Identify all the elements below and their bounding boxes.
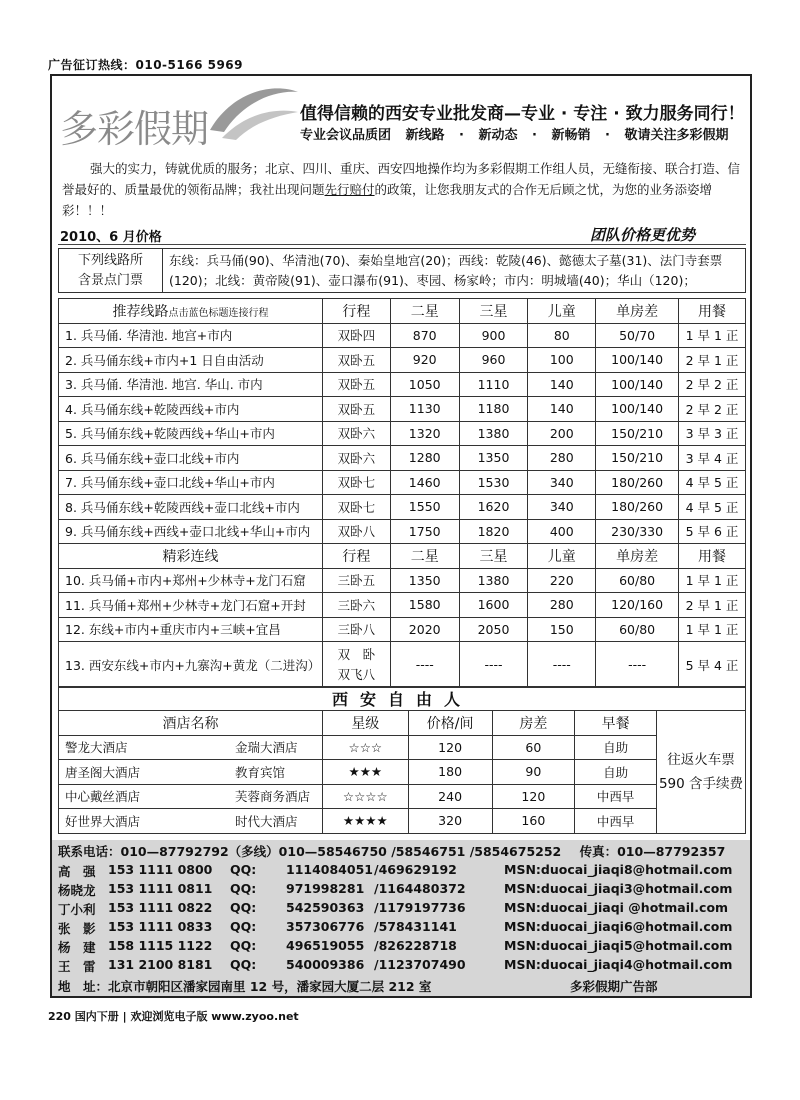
contact-name: 丁小利: [58, 902, 96, 917]
route-cell: 1580: [390, 593, 459, 618]
route-cell: 230/330: [596, 519, 679, 544]
advantage-tag: 团队价格更优势: [590, 226, 696, 244]
route-cell: 120/160: [596, 593, 679, 618]
contact-mobile: 131 2100 8181: [108, 957, 213, 972]
hotel-name: 中心戴丝酒店: [65, 789, 141, 805]
route-name: 3. 兵马俑. 华清池. 地宫. 华山. 市内: [59, 372, 323, 397]
route-cell: 双卧五: [322, 348, 390, 373]
route-cell: 340: [528, 470, 596, 495]
route-row: [59, 348, 746, 373]
column-header: 单房差: [596, 299, 679, 324]
route-cell: 200: [528, 421, 596, 446]
route-cell: 4 早 5 正: [679, 495, 746, 520]
contact-name: 杨 建: [58, 940, 96, 955]
column-header: 房差: [492, 711, 575, 736]
route-cell: 双卧七: [322, 495, 390, 520]
link-header: [59, 544, 746, 569]
ad-dept: 多彩假期广告部: [570, 979, 658, 994]
qq-number: 1114084051: [286, 862, 373, 877]
route-cell: 1 早 1 正: [679, 568, 746, 593]
intro-underlined: 先行赔付: [324, 182, 375, 197]
qq-number: 496519055: [286, 938, 365, 953]
hotel-name: 芙蓉商务酒店: [235, 789, 311, 805]
hotel-row: [59, 784, 746, 809]
route-cell: 870: [390, 323, 459, 348]
route-cell: 1180: [459, 397, 528, 422]
price-date: 2010、6 月价格: [60, 230, 162, 245]
route-cell: 双卧七: [322, 470, 390, 495]
route-cell: 1130: [390, 397, 459, 422]
contact-mobile: 153 1111 0822: [108, 900, 213, 915]
qq-number-2: /578431141: [374, 919, 457, 934]
route-cell: 900: [459, 323, 528, 348]
header-title-text: 推荐线路: [112, 303, 169, 320]
ad-hotline: 广告征订热线：010-5166 5969: [48, 58, 244, 72]
qq-label: QQ:: [230, 900, 257, 915]
route-cell: 920: [390, 348, 459, 373]
route-row: [59, 446, 746, 471]
route-name: 4. 兵马俑东线+乾陵西线+市内: [59, 397, 323, 422]
contact-name: 王 雷: [58, 959, 96, 974]
hotel-room-diff: 120: [492, 784, 575, 809]
route-cell: 1350: [459, 446, 528, 471]
route-name: 8. 兵马俑东线+乾陵西线+壶口北线+市内: [59, 495, 323, 520]
hotel-breakfast: 自助: [575, 735, 657, 760]
hotel-breakfast: 中西早: [575, 809, 657, 834]
subline: 专业会议品质团 新线路 · 新动态 · 新畅销 · 敬请关注多彩假期: [300, 128, 729, 143]
hotel-price: 180: [408, 760, 492, 785]
route-cell: 100/140: [596, 397, 679, 422]
route-name: 6. 兵马俑东线+壶口北线+市内: [59, 446, 323, 471]
route-table: [58, 298, 746, 688]
qq-number-2: /826228718: [374, 938, 457, 953]
hotel-names: [59, 735, 323, 760]
route-row: [59, 470, 746, 495]
route-name: 1. 兵马俑. 华清池. 地宫+市内: [59, 323, 323, 348]
qq-label: QQ:: [230, 862, 257, 877]
qq-number-2: /1179197736: [374, 900, 466, 915]
route-cell: 220: [528, 568, 596, 593]
free-title: 西安自由人: [59, 687, 746, 711]
route-cell: 60/80: [596, 617, 679, 642]
free-title-row: [59, 687, 746, 711]
msn: MSN:duocai_jiaqi3@hotmail.com: [504, 881, 733, 896]
hotel-names: [59, 760, 323, 785]
route-cell: 双卧五: [322, 397, 390, 422]
route-cell: 双卧八: [322, 519, 390, 544]
scenic-label: [59, 249, 163, 293]
contact-phones: 联系电话：010—87792792（多线）010—58546750 /58546751 /5854675252: [58, 844, 562, 859]
route-cell: 1750: [390, 519, 459, 544]
route-cell: 280: [528, 593, 596, 618]
qq-number-2: /1164480372: [374, 881, 466, 896]
route-row: [59, 397, 746, 422]
route-cell: 1050: [390, 372, 459, 397]
route-cell: 100/140: [596, 372, 679, 397]
qq-number: 971998281: [286, 881, 365, 896]
msn: MSN:duocai_jiaqi4@hotmail.com: [504, 957, 733, 972]
route-cell: 2 早 1 正: [679, 348, 746, 373]
intro-paragraph: [62, 158, 750, 221]
hotel-room-diff: 90: [492, 760, 575, 785]
route-cell: 100: [528, 348, 596, 373]
address-line: [58, 977, 431, 995]
route-row: [59, 421, 746, 446]
route-name: 10. 兵马俑+市内+郑州+少林寺+龙门石窟: [59, 568, 323, 593]
qq-number: 540009386: [286, 957, 365, 972]
contact-mobile: 153 1111 0800: [108, 862, 213, 877]
route-cell: 5 早 6 正: [679, 519, 746, 544]
hotel-room-diff: 160: [492, 809, 575, 834]
ad-header: [52, 76, 750, 151]
column-header: 用餐: [679, 544, 746, 569]
route-trip: [322, 642, 390, 688]
route-row: [59, 495, 746, 520]
route-name: 2. 兵马俑东线+市内+1 日自由活动: [59, 348, 323, 373]
intro-text-end: 的政策，让您我朋友式的合作无后顾之忧，为您的业务添姿增彩！！！: [62, 182, 713, 218]
route-cell: 5 早 4 正: [679, 642, 746, 688]
hotel-row: [59, 735, 746, 760]
qq-label: QQ:: [230, 957, 257, 972]
route-cell: 2020: [390, 617, 459, 642]
hotel-stars: ★★★: [322, 760, 408, 785]
intro-text: 强大的实力，铸就优质的服务；北京、四川、重庆、西安四地操作均为多彩假期工作组人员，无缝衔接、联合打造、信誉最好的、质量最优的领衔品牌；我社出现问题: [62, 161, 741, 197]
contact-footer: [52, 840, 750, 996]
qq-number: 542590363: [286, 900, 365, 915]
route-cell: 2 早 2 正: [679, 372, 746, 397]
route-cell: 1530: [459, 470, 528, 495]
route-cell: 1320: [390, 421, 459, 446]
column-header: 行程: [322, 544, 390, 569]
route-cell: 2050: [459, 617, 528, 642]
route-name: 5. 兵马俑东线+乾陵西线+华山+市内: [59, 421, 323, 446]
route-cell: 双卧五: [322, 372, 390, 397]
route-cell: 三卧五: [322, 568, 390, 593]
route-cell: 150/210: [596, 421, 679, 446]
hotel-room-diff: 60: [492, 735, 575, 760]
route-name: 13. 西安东线+市内+九寨沟+黄龙（二进沟）: [59, 642, 323, 688]
route-cell: 双卧六: [322, 446, 390, 471]
contact-name: 张 影: [58, 921, 96, 936]
route-cell: 双卧六: [322, 421, 390, 446]
route-cell: 180/260: [596, 470, 679, 495]
route-cell: 60/80: [596, 568, 679, 593]
route-cell: 340: [528, 495, 596, 520]
column-header: 星级: [322, 711, 408, 736]
contact-fax: 传真：010—87792357: [579, 844, 726, 859]
route-cell: 1380: [459, 568, 528, 593]
column-header: 二星: [390, 299, 459, 324]
contact-phone-line: [58, 842, 725, 860]
hotel-row: [59, 809, 746, 834]
scenic-text: 东线：兵马俑(90)、华清池(70)、秦始皇地宫(20)；西线：乾陵(46)、懿德太子墓(31)、法门寺套票(120)；北线：黄帝陵(91)、壶口瀑布(91)、枣园、杨家岭；市内：明城墙(40)；华山（120)；: [163, 249, 746, 293]
hotel-breakfast: 自助: [575, 760, 657, 785]
route-cell: 1460: [390, 470, 459, 495]
msn: MSN:duocai_jiaqi8@hotmail.com: [504, 862, 733, 877]
column-header: 酒店名称: [59, 711, 323, 736]
route-cell: 50/70: [596, 323, 679, 348]
msn: MSN:duocai_jiaqi5@hotmail.com: [504, 938, 733, 953]
route-cell: 2 早 1 正: [679, 593, 746, 618]
column-header: 三星: [459, 544, 528, 569]
route-cell: 400: [528, 519, 596, 544]
scenic-box: [58, 248, 746, 293]
scenic-label-2: 含景点门票: [77, 272, 143, 288]
trip-line: 双飞八: [337, 666, 376, 682]
column-header: 儿童: [528, 544, 596, 569]
route-cell: 1620: [459, 495, 528, 520]
hotel-price: 320: [408, 809, 492, 834]
qq-number-2: /469629192: [374, 862, 457, 877]
route-row: [59, 568, 746, 593]
qq-label: QQ:: [230, 919, 257, 934]
column-header: 价格/间: [408, 711, 492, 736]
hotel-stars: ☆☆☆☆: [322, 784, 408, 809]
msn: MSN:duocai_jiaqi @hotmail.com: [504, 900, 729, 915]
column-header: 单房差: [596, 544, 679, 569]
page-footer: 220 国内下册 | 欢迎浏览电子版 www.zyoo.net: [48, 1010, 299, 1023]
route-cell: 150/210: [596, 446, 679, 471]
route-row: [59, 593, 746, 618]
contact-name: 杨晓龙: [58, 883, 96, 898]
route-header-title: [59, 299, 323, 324]
contact-mobile: 153 1111 0811: [108, 881, 213, 896]
logo: 多彩假期: [60, 107, 209, 151]
address: 地 址：北京市朝阳区潘家园南里 12 号，潘家园大厦二层 212 室: [58, 979, 432, 994]
logo-swirl-icon: [202, 82, 302, 142]
hotel-name: 教育宾馆: [235, 764, 286, 780]
hotel-stars: ☆☆☆: [322, 735, 408, 760]
route-cell: 1380: [459, 421, 528, 446]
ad-sheet: [50, 74, 752, 998]
route-cell: 180/260: [596, 495, 679, 520]
hotel-stars: ★★★★: [322, 809, 408, 834]
route-name: 12. 东线+市内+重庆市内+三峡+宜昌: [59, 617, 323, 642]
route-cell: 1550: [390, 495, 459, 520]
route-header: [59, 299, 746, 324]
column-header: 行程: [322, 299, 390, 324]
train-ticket-note: [656, 711, 745, 834]
contact-mobile: 158 1115 1122: [108, 938, 213, 953]
hotel-name: 时代大酒店: [235, 813, 298, 829]
hotel-name: 警龙大酒店: [65, 740, 128, 756]
route-cell: 1 早 1 正: [679, 323, 746, 348]
route-cell: 1110: [459, 372, 528, 397]
hotel-names: [59, 809, 323, 834]
route-cell: 三卧八: [322, 617, 390, 642]
slogan: 值得信赖的西安专业批发商—专业 · 专注 · 致力服务同行！: [300, 104, 745, 124]
hotel-price: 240: [408, 784, 492, 809]
header-title-text: 精彩连线: [162, 548, 219, 565]
side-line: 590 含手续费: [658, 775, 744, 792]
qq-number: 357306776: [286, 919, 365, 934]
hotel-name: 唐圣阁大酒店: [65, 764, 141, 780]
divider: [58, 244, 746, 245]
column-header: 二星: [390, 544, 459, 569]
route-name: 7. 兵马俑东线+壶口北线+华山+市内: [59, 470, 323, 495]
route-cell: ----: [459, 642, 528, 688]
free-header-row: [59, 711, 746, 736]
route-row: [59, 372, 746, 397]
route-cell: 140: [528, 372, 596, 397]
route-cell: 80: [528, 323, 596, 348]
route-row: [59, 642, 746, 688]
column-header: 早餐: [575, 711, 657, 736]
route-row: [59, 617, 746, 642]
qq-label: QQ:: [230, 881, 257, 896]
route-cell: 3 早 3 正: [679, 421, 746, 446]
trip-line: 双 卧: [337, 646, 376, 662]
free-traveler-table: [58, 686, 746, 834]
route-cell: 2 早 2 正: [679, 397, 746, 422]
route-cell: 双卧四: [322, 323, 390, 348]
route-cell: 280: [528, 446, 596, 471]
route-cell: 4 早 5 正: [679, 470, 746, 495]
hotel-price: 120: [408, 735, 492, 760]
route-cell: 150: [528, 617, 596, 642]
route-cell: ----: [390, 642, 459, 688]
route-cell: 1600: [459, 593, 528, 618]
hotel-names: [59, 784, 323, 809]
header-note: 点击蓝色标题连接行程: [168, 307, 269, 319]
route-cell: 3 早 4 正: [679, 446, 746, 471]
route-cell: 1 早 1 正: [679, 617, 746, 642]
route-cell: 1350: [390, 568, 459, 593]
msn: MSN:duocai_jiaqi6@hotmail.com: [504, 919, 733, 934]
route-cell: 1820: [459, 519, 528, 544]
hotel-name: 金瑞大酒店: [235, 740, 298, 756]
hotel-row: [59, 760, 746, 785]
route-cell: 100/140: [596, 348, 679, 373]
scenic-label-1: 下列线路所: [77, 252, 143, 268]
contact-name: 高 强: [58, 864, 96, 879]
column-header: 三星: [459, 299, 528, 324]
route-name: 9. 兵马俑东线+西线+壶口北线+华山+市内: [59, 519, 323, 544]
route-cell: 960: [459, 348, 528, 373]
side-line: 往返火车票: [667, 751, 735, 768]
column-header: 儿童: [528, 299, 596, 324]
route-cell: ----: [596, 642, 679, 688]
route-row: [59, 323, 746, 348]
route-name: 11. 兵马俑+郑州+少林寺+龙门石窟+开封: [59, 593, 323, 618]
qq-number-2: /1123707490: [374, 957, 466, 972]
contact-mobile: 153 1111 0833: [108, 919, 213, 934]
route-cell: 140: [528, 397, 596, 422]
route-row: [59, 519, 746, 544]
column-header: 用餐: [679, 299, 746, 324]
link-header-title: [59, 544, 323, 569]
route-cell: 1280: [390, 446, 459, 471]
hotel-name: 好世界大酒店: [65, 813, 141, 829]
route-cell: ----: [528, 642, 596, 688]
route-cell: 三卧六: [322, 593, 390, 618]
hotel-breakfast: 中西早: [575, 784, 657, 809]
qq-label: QQ:: [230, 938, 257, 953]
